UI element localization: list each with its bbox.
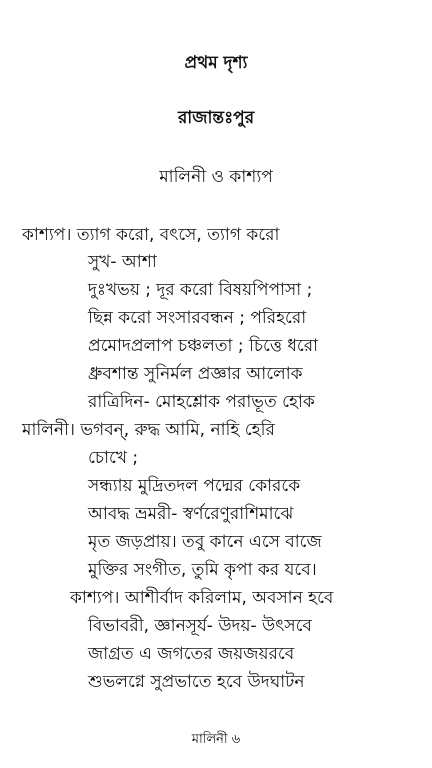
- verse-line: শুভলগ্নে সুপ্রভাতে হবে উদঘাটন: [88, 672, 305, 692]
- verse-line: রাত্রিদিন- মোহশ্লোক পরাভূত হোক: [88, 392, 315, 412]
- verse-line: মুক্তির সংগীত, তুমি কৃপা কর যবে।: [88, 560, 317, 580]
- verse-line: সন্ধ্যায় মুদ্রিতদল পদ্মের কোরকে: [88, 476, 301, 496]
- verse-line: আবদ্ধ ভ্রমরী- স্বর্ণরেণুরাশিমাঝে: [88, 504, 294, 524]
- verse-line: কাশ্যপ। আশীর্বাদ করিলাম, অবসান হবে: [70, 588, 334, 608]
- verse-line: কাশ্যপ। ত্যাগ করো, বৎসে, ত্যাগ করো: [22, 225, 280, 245]
- verse-line: জাগ্রত এ জগতের জয়জয়রবে: [88, 644, 295, 664]
- verse-line: ছিন্ন করো সংসারবন্ধন ; পরিহরো: [88, 308, 307, 328]
- verse-line: মৃত জড়প্রায়। তবু কানে এসে বাজে: [88, 532, 322, 552]
- page-footer: মালিনী ৬: [191, 732, 241, 747]
- scene-title: প্রথম দৃশ্য: [184, 53, 248, 73]
- verse-line: দুঃখভয় ; দূর করো বিষয়পিপাসা ;: [88, 280, 313, 300]
- location-heading: রাজান্তঃপুর: [177, 108, 255, 128]
- verse-line: সুখ- আশা: [88, 252, 157, 272]
- verse-line: চোখে ;: [88, 448, 139, 468]
- verse-line: প্রমোদপ্রলাপ চঞ্চলতা ; চিত্তে ধরো: [88, 336, 319, 356]
- verse-line: ধ্রুবশান্ত সুনির্মল প্রজ্ঞার আলোক: [88, 364, 303, 384]
- verse-line: মালিনী। ভগবন্, রুদ্ধ আমি, নাহি হেরি: [22, 420, 275, 440]
- characters-heading: মালিনী ও কাশ্যপ: [159, 167, 273, 187]
- verse-line: বিভাবরী, জ্ঞানসূর্য- উদয়- উৎসবে: [88, 616, 312, 636]
